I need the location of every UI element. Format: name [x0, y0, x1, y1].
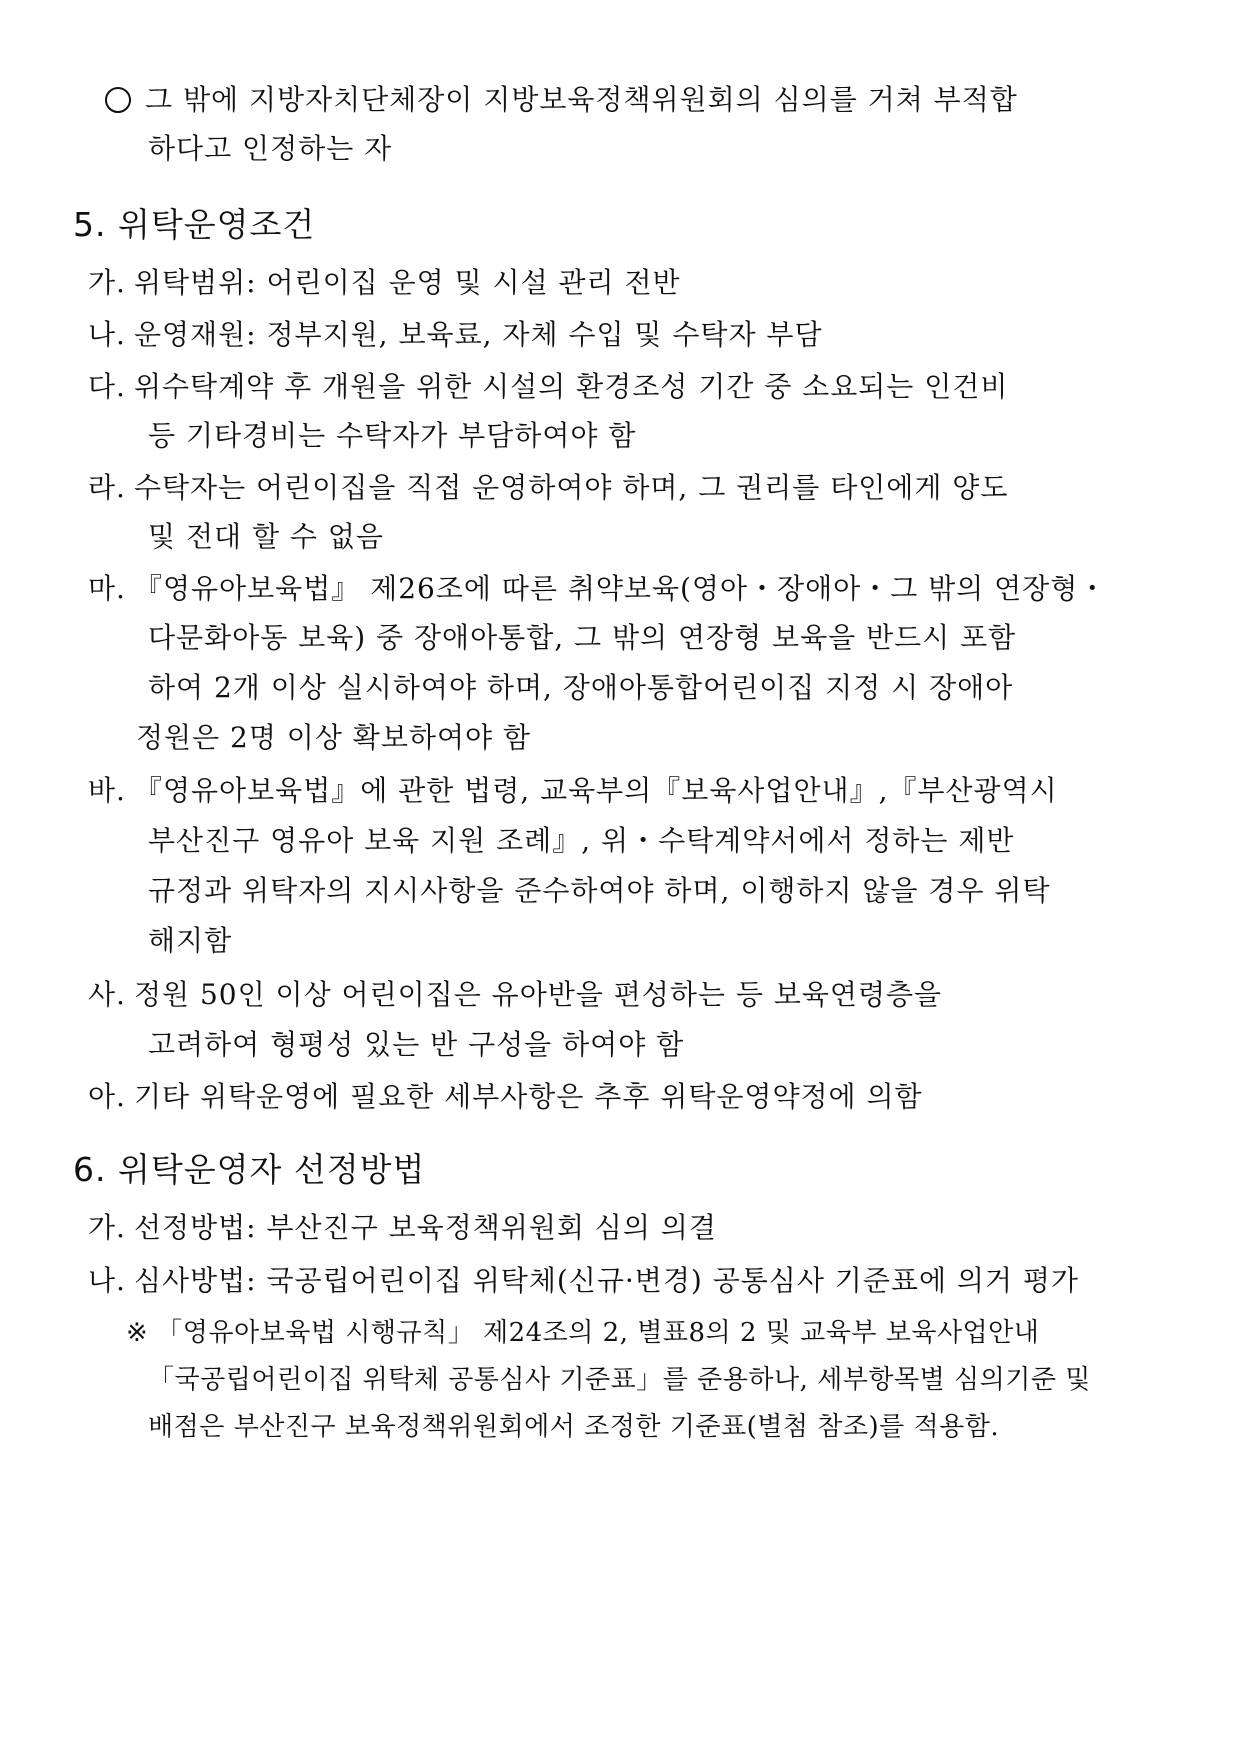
section-6-note-line-2: 「국공립어린이집 위탁체 공통심사 기준표」를 준용하나, 세부항목별 심의기준 및 [148, 1365, 1091, 1395]
section-5-item-ra: 라. 수탁자는 어린이집을 직접 운영하여야 하며, 그 권리를 타인에게 양도 [88, 471, 1009, 504]
section-5-item-ba-cont-2: 규정과 위탁자의 지시사항을 준수하여야 하며, 이행하지 않을 경우 위탁 [148, 874, 1051, 907]
section-5-item-ma: 마. 『영유아보육법』 제26조에 따른 취약보육(영아・장애아・그 밖의 연장형・ [88, 572, 1108, 605]
section-6-note-line-3: 배점은 부산진구 보육정책위원회에서 조정한 기준표(별첨 참조)를 적용함. [148, 1412, 1000, 1442]
section-6-item-na: 나. 심사방법: 국공립어린이집 위탁체(신규·변경) 공통심사 기준표에 의거 평가 [88, 1264, 1079, 1297]
intro-line-1: 그 밖에 지방자치단체장이 지방보육정책위원회의 심의를 거쳐 부적합 [105, 82, 1018, 118]
section-5-item-ba-cont-1: 부산진구 영유아 보육 지원 조례』, 위・수탁계약서에서 정하는 제반 [148, 824, 1015, 857]
section-5-item-na: 나. 운영재원: 정부지원, 보육료, 자체 수입 및 수탁자 부담 [88, 318, 823, 351]
reference-mark-icon: ※ [126, 1318, 149, 1348]
intro-line-2: 하다고 인정하는 자 [148, 132, 393, 165]
section-5-item-ba-cont-3: 해지함 [148, 924, 233, 957]
circle-bullet-icon [105, 87, 131, 113]
section-5-item-da: 다. 위수탁계약 후 개원을 위한 시설의 환경조성 기간 중 소요되는 인건비 [88, 370, 1009, 403]
section-5-item-ma-cont-3: 정원은 2명 이상 확보하여야 함 [136, 721, 531, 754]
section-5-item-ba: 바. 『영유아보육법』에 관한 법령, 교육부의『보육사업안내』,『부산광역시 [88, 774, 1058, 807]
section-5-item-da-cont: 등 기타경비는 수탁자가 부담하여야 함 [148, 419, 637, 452]
section-5-item-ra-cont: 및 전대 할 수 없음 [148, 520, 384, 553]
section-5-item-sa-cont: 고려하여 형평성 있는 반 구성을 하여야 함 [148, 1028, 685, 1061]
section-5-title: 5. 위탁운영조건 [73, 205, 316, 244]
section-5-item-ma-cont-1: 다문화아동 보육) 중 장애아통합, 그 밖의 연장형 보육을 반드시 포함 [148, 621, 1017, 654]
section-5-item-ga: 가. 위탁범위: 어린이집 운영 및 시설 관리 전반 [88, 266, 681, 299]
section-5-item-ma-cont-2: 하여 2개 이상 실시하여야 하며, 장애아통합어린이집 지정 시 장애아 [148, 671, 1014, 704]
section-5-item-a: 아. 기타 위탁운영에 필요한 세부사항은 추후 위탁운영약정에 의함 [88, 1080, 923, 1113]
section-6-title: 6. 위탁운영자 선정방법 [73, 1150, 426, 1189]
section-6-item-ga: 가. 선정방법: 부산진구 보육정책위원회 심의 의결 [88, 1211, 717, 1244]
section-5-item-sa: 사. 정원 50인 이상 어린이집은 유아반을 편성하는 등 보육연령층을 [88, 978, 943, 1011]
section-6-note-line-1: ※ 「영유아보육법 시행규칙」 제24조의 2, 별표8의 2 및 교육부 보육사업안내 [126, 1318, 1040, 1348]
